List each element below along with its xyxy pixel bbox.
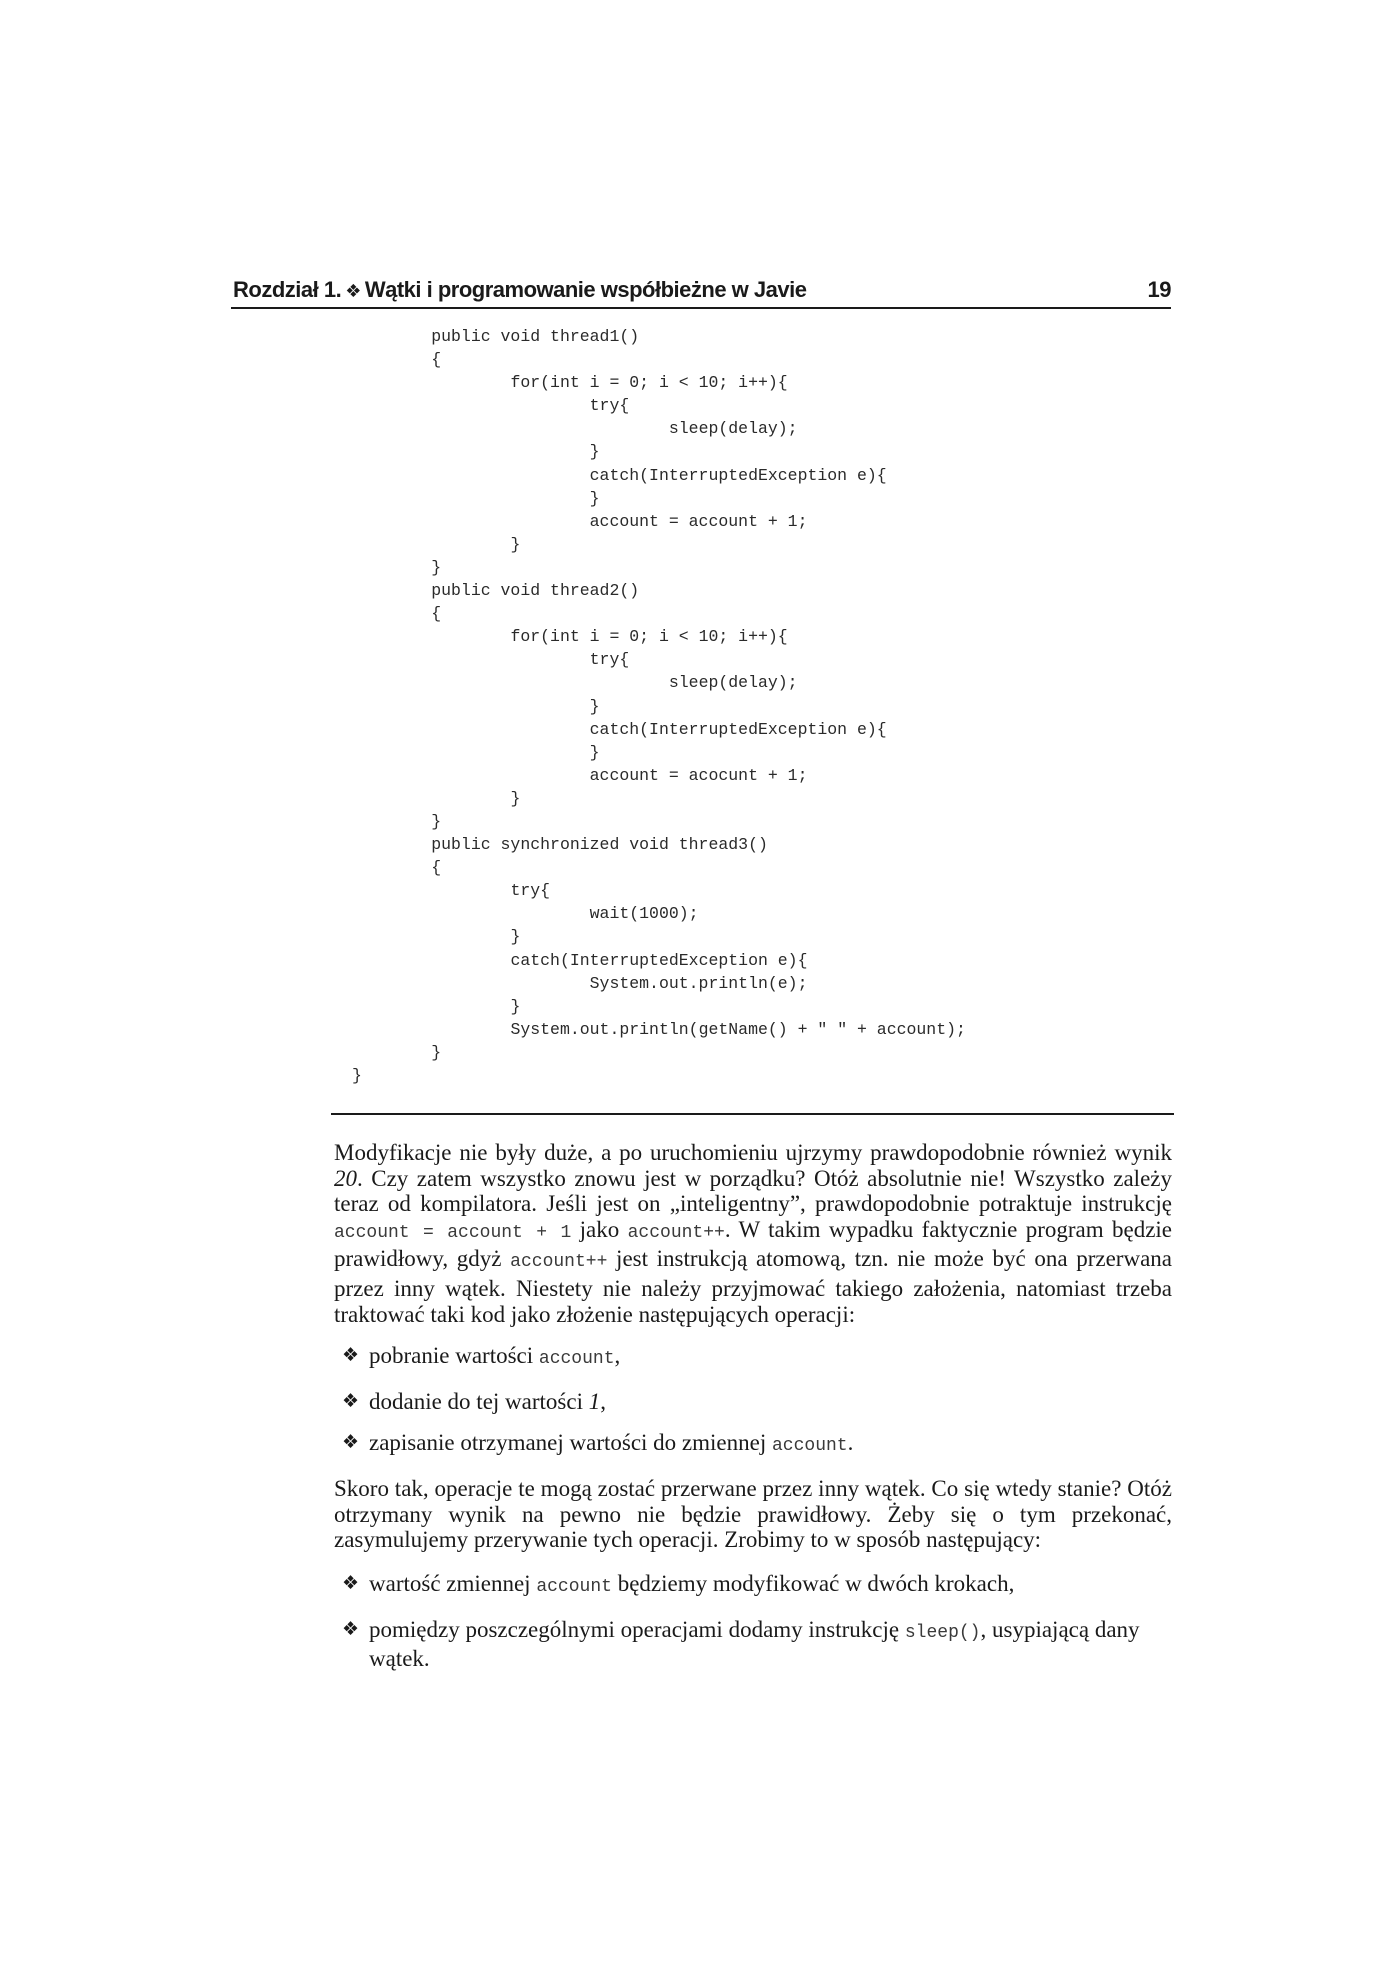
code-line: catch(InterruptedException e){	[352, 950, 808, 970]
code-line: }	[352, 696, 600, 716]
text-span: jako	[571, 1216, 628, 1242]
code-line: wait(1000);	[352, 904, 699, 924]
code-line: {	[352, 858, 442, 878]
text-span: zapisanie otrzymanej wartości do zmiennej	[369, 1430, 772, 1456]
text-span: ,	[600, 1388, 606, 1414]
operations-list	[342, 1343, 1172, 1476]
chapter-title: Wątki i programowanie współbieżne w Javie	[364, 277, 807, 302]
text-span: dodanie do tej wartości	[369, 1388, 589, 1414]
italic-number: 20	[334, 1165, 357, 1191]
text-span: . W takim wypadku faktycznie program będzie prawidłowy, gdyż	[334, 1216, 1173, 1272]
list-item	[342, 1430, 1172, 1460]
diamond-bullet-icon: ❖	[342, 1431, 360, 1454]
text-span: jest instrukcją atomową, tzn. nie może być ona przerwana przez inny wątek. Niestety nie należy przyjmować takiego założenia, natomiast trzeba traktować taki kod jako złożenie następujących operacji:	[334, 1246, 1172, 1327]
code-line: public void thread1()	[352, 327, 640, 346]
inline-code: account++	[627, 1222, 725, 1243]
text-span: , usypiającą dany wątek.	[369, 1616, 1140, 1672]
text-span: pobranie wartości	[369, 1343, 539, 1368]
text-span: będziemy modyfikować w dwóch krokach,	[611, 1571, 1015, 1596]
code-line: sleep(delay);	[352, 673, 798, 693]
paragraph-modifications	[334, 1140, 1172, 1327]
chapter-label: Rozdział 1.	[233, 277, 342, 302]
text-span: pomiędzy poszczególnymi operacjami dodamy instrukcję	[369, 1616, 905, 1642]
code-line: for(int i = 0; i < 10; i++){	[352, 373, 788, 393]
list-item	[342, 1389, 1172, 1415]
running-head	[233, 277, 806, 303]
code-line: try{	[352, 650, 630, 670]
code-line: }	[352, 811, 442, 831]
code-line: try{	[352, 881, 551, 901]
diamond-separator-icon: ❖	[345, 281, 361, 301]
code-line: }	[352, 557, 442, 577]
code-line: public void thread2()	[352, 581, 640, 601]
code-line: }	[352, 996, 521, 1016]
code-line: }	[352, 534, 521, 554]
code-line: }	[352, 742, 600, 762]
code-line: try{	[352, 396, 630, 416]
code-line: }	[352, 927, 521, 947]
paragraph-simulation: Skoro tak, operacje te mogą zostać przerwane przez inny wątek. Co się wtedy stanie? Otóż otrzymany wynik na pewno nie będzie prawidłowy. Żeby się o tym przekonać, zasymulujemy przerywanie tych operacji. Zrobimy to w sposób następujący:	[334, 1476, 1172, 1553]
list-item	[342, 1617, 1172, 1672]
inline-code: account++	[510, 1252, 608, 1273]
page-header	[231, 273, 1171, 309]
text-span: wartość zmiennej	[369, 1571, 537, 1596]
diamond-bullet-icon: ❖	[342, 1344, 360, 1366]
code-line: System.out.println(getName() + " " + account);	[352, 1019, 966, 1039]
code-line: account = acocunt + 1;	[352, 765, 808, 785]
inline-code: account	[771, 1436, 848, 1457]
code-line: }	[352, 788, 521, 808]
text-span: . Czy zatem wszystko znowu jest w porządku? Otóż absolutnie nie! Wszystko zależy teraz od kompilatora. Jeśli jest on „inteligentny”, prawdopodobnie potraktuje instrukcję	[334, 1165, 1172, 1217]
list-item	[342, 1343, 1172, 1373]
text-span: ,	[614, 1343, 621, 1368]
diamond-bullet-icon: ❖	[342, 1389, 360, 1412]
code-line: account = account + 1;	[352, 511, 808, 531]
code-line: for(int i = 0; i < 10; i++){	[352, 627, 788, 647]
code-listing	[352, 325, 966, 1087]
simulation-steps-list	[342, 1571, 1172, 1688]
diamond-bullet-icon: ❖	[342, 1617, 360, 1640]
inline-code: account = account + 1	[334, 1222, 572, 1243]
text-span: Modyfikacje nie były duże, a po uruchomieniu ujrzymy prawdopodobnie również wynik	[334, 1140, 1172, 1165]
code-line: public synchronized void thread3()	[352, 835, 768, 855]
list-item	[342, 1571, 1172, 1601]
inline-code: sleep()	[904, 1622, 981, 1643]
code-line: catch(InterruptedException e){	[352, 465, 887, 485]
code-line: }	[352, 442, 600, 462]
code-line: }	[352, 1066, 362, 1085]
inline-code: account	[536, 1577, 612, 1597]
code-line: System.out.println(e);	[352, 973, 808, 993]
code-line: catch(InterruptedException e){	[352, 719, 887, 739]
diamond-bullet-icon: ❖	[342, 1572, 360, 1594]
inline-code: account	[538, 1349, 615, 1369]
code-line: sleep(delay);	[352, 419, 798, 439]
code-line: {	[352, 350, 442, 370]
code-line: }	[352, 488, 600, 508]
text-span: .	[847, 1430, 854, 1456]
page-number: 19	[1147, 277, 1171, 302]
listing-end-rule	[331, 1113, 1174, 1115]
code-line: {	[352, 604, 442, 624]
code-line: }	[352, 1042, 442, 1062]
italic-number: 1	[588, 1388, 601, 1414]
